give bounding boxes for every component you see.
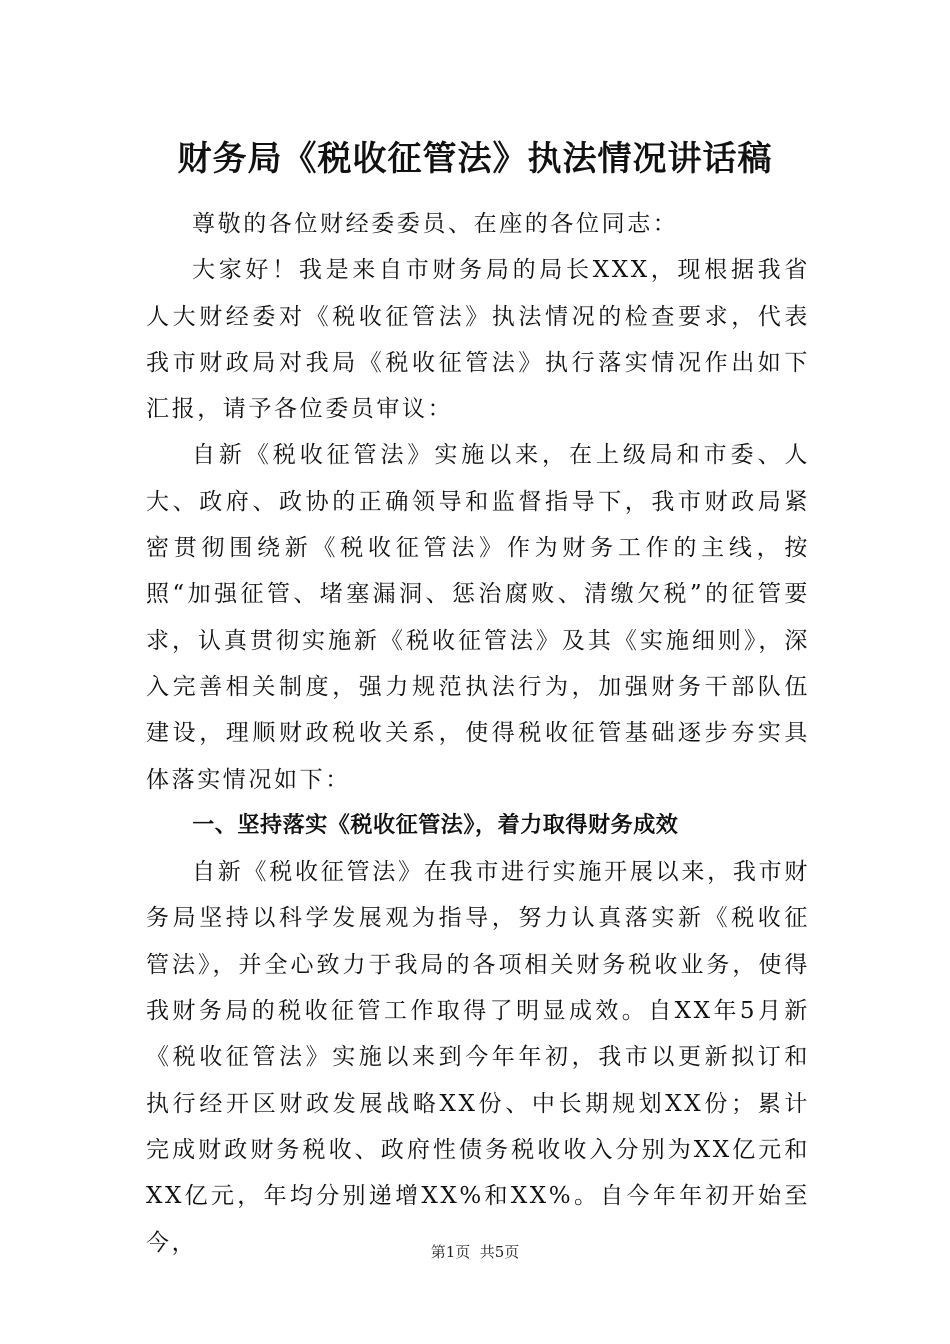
page-number: 第1页 共5页 <box>430 1243 520 1261</box>
page-footer <box>0 1242 950 1262</box>
document-body <box>146 201 810 1266</box>
intro-paragraph: 大家好！我是来自市财务局的局长XXX，现根据我省人大财经委对《税收征管法》执法情况的检查要求，代表我市财政局对我局《税收征管法》执行落实情况作出如下汇报，请予各位委员审议： <box>146 257 810 423</box>
section-paragraph: 自新《税收征管法》在我市进行实施开展以来，我市财务局坚持以科学发展观为指导，努力认真落实新《税收征管法》，并全心致力于我局的各项相关财务税收业务，使得我财务局的税收征管工作取得了明显成效。自XX年5月新《税收征管法》实施以来到今年年初，我市以更新拟订和执行经开区财政发展战略XX份、中长期规划XX份；累计完成财政财务税收、政府性债务税收收入分别为XX亿元和XX亿元，年均分别递增XX%和XX%。自今年年初开始至今， <box>146 859 810 1256</box>
section-heading: 一、坚持落实《税收征管法》，着力取得财务成效 <box>192 812 679 838</box>
greeting-paragraph: 尊敬的各位财经委委员、在座的各位同志： <box>192 211 679 237</box>
document-title: 财务局《税收征管法》执法情况讲话稿 <box>177 139 773 179</box>
overview-paragraph: 自新《税收征管法》实施以来，在上级局和市委、人大、政府、政协的正确领导和监督指导下，我市财政局紧密贯彻围绕新《税收征管法》作为财务工作的主线，按照“加强征管、堵塞漏洞、惩治腐败、清缴欠税”的征管要求，认真贯彻实施新《税收征管法》及其《实施细则》，深入完善相关制度，强力规范执法行为，加强财务干部队伍建设，理顺财政税收关系，使得税收征管基础逐步夯实具体落实情况如下： <box>146 442 810 793</box>
